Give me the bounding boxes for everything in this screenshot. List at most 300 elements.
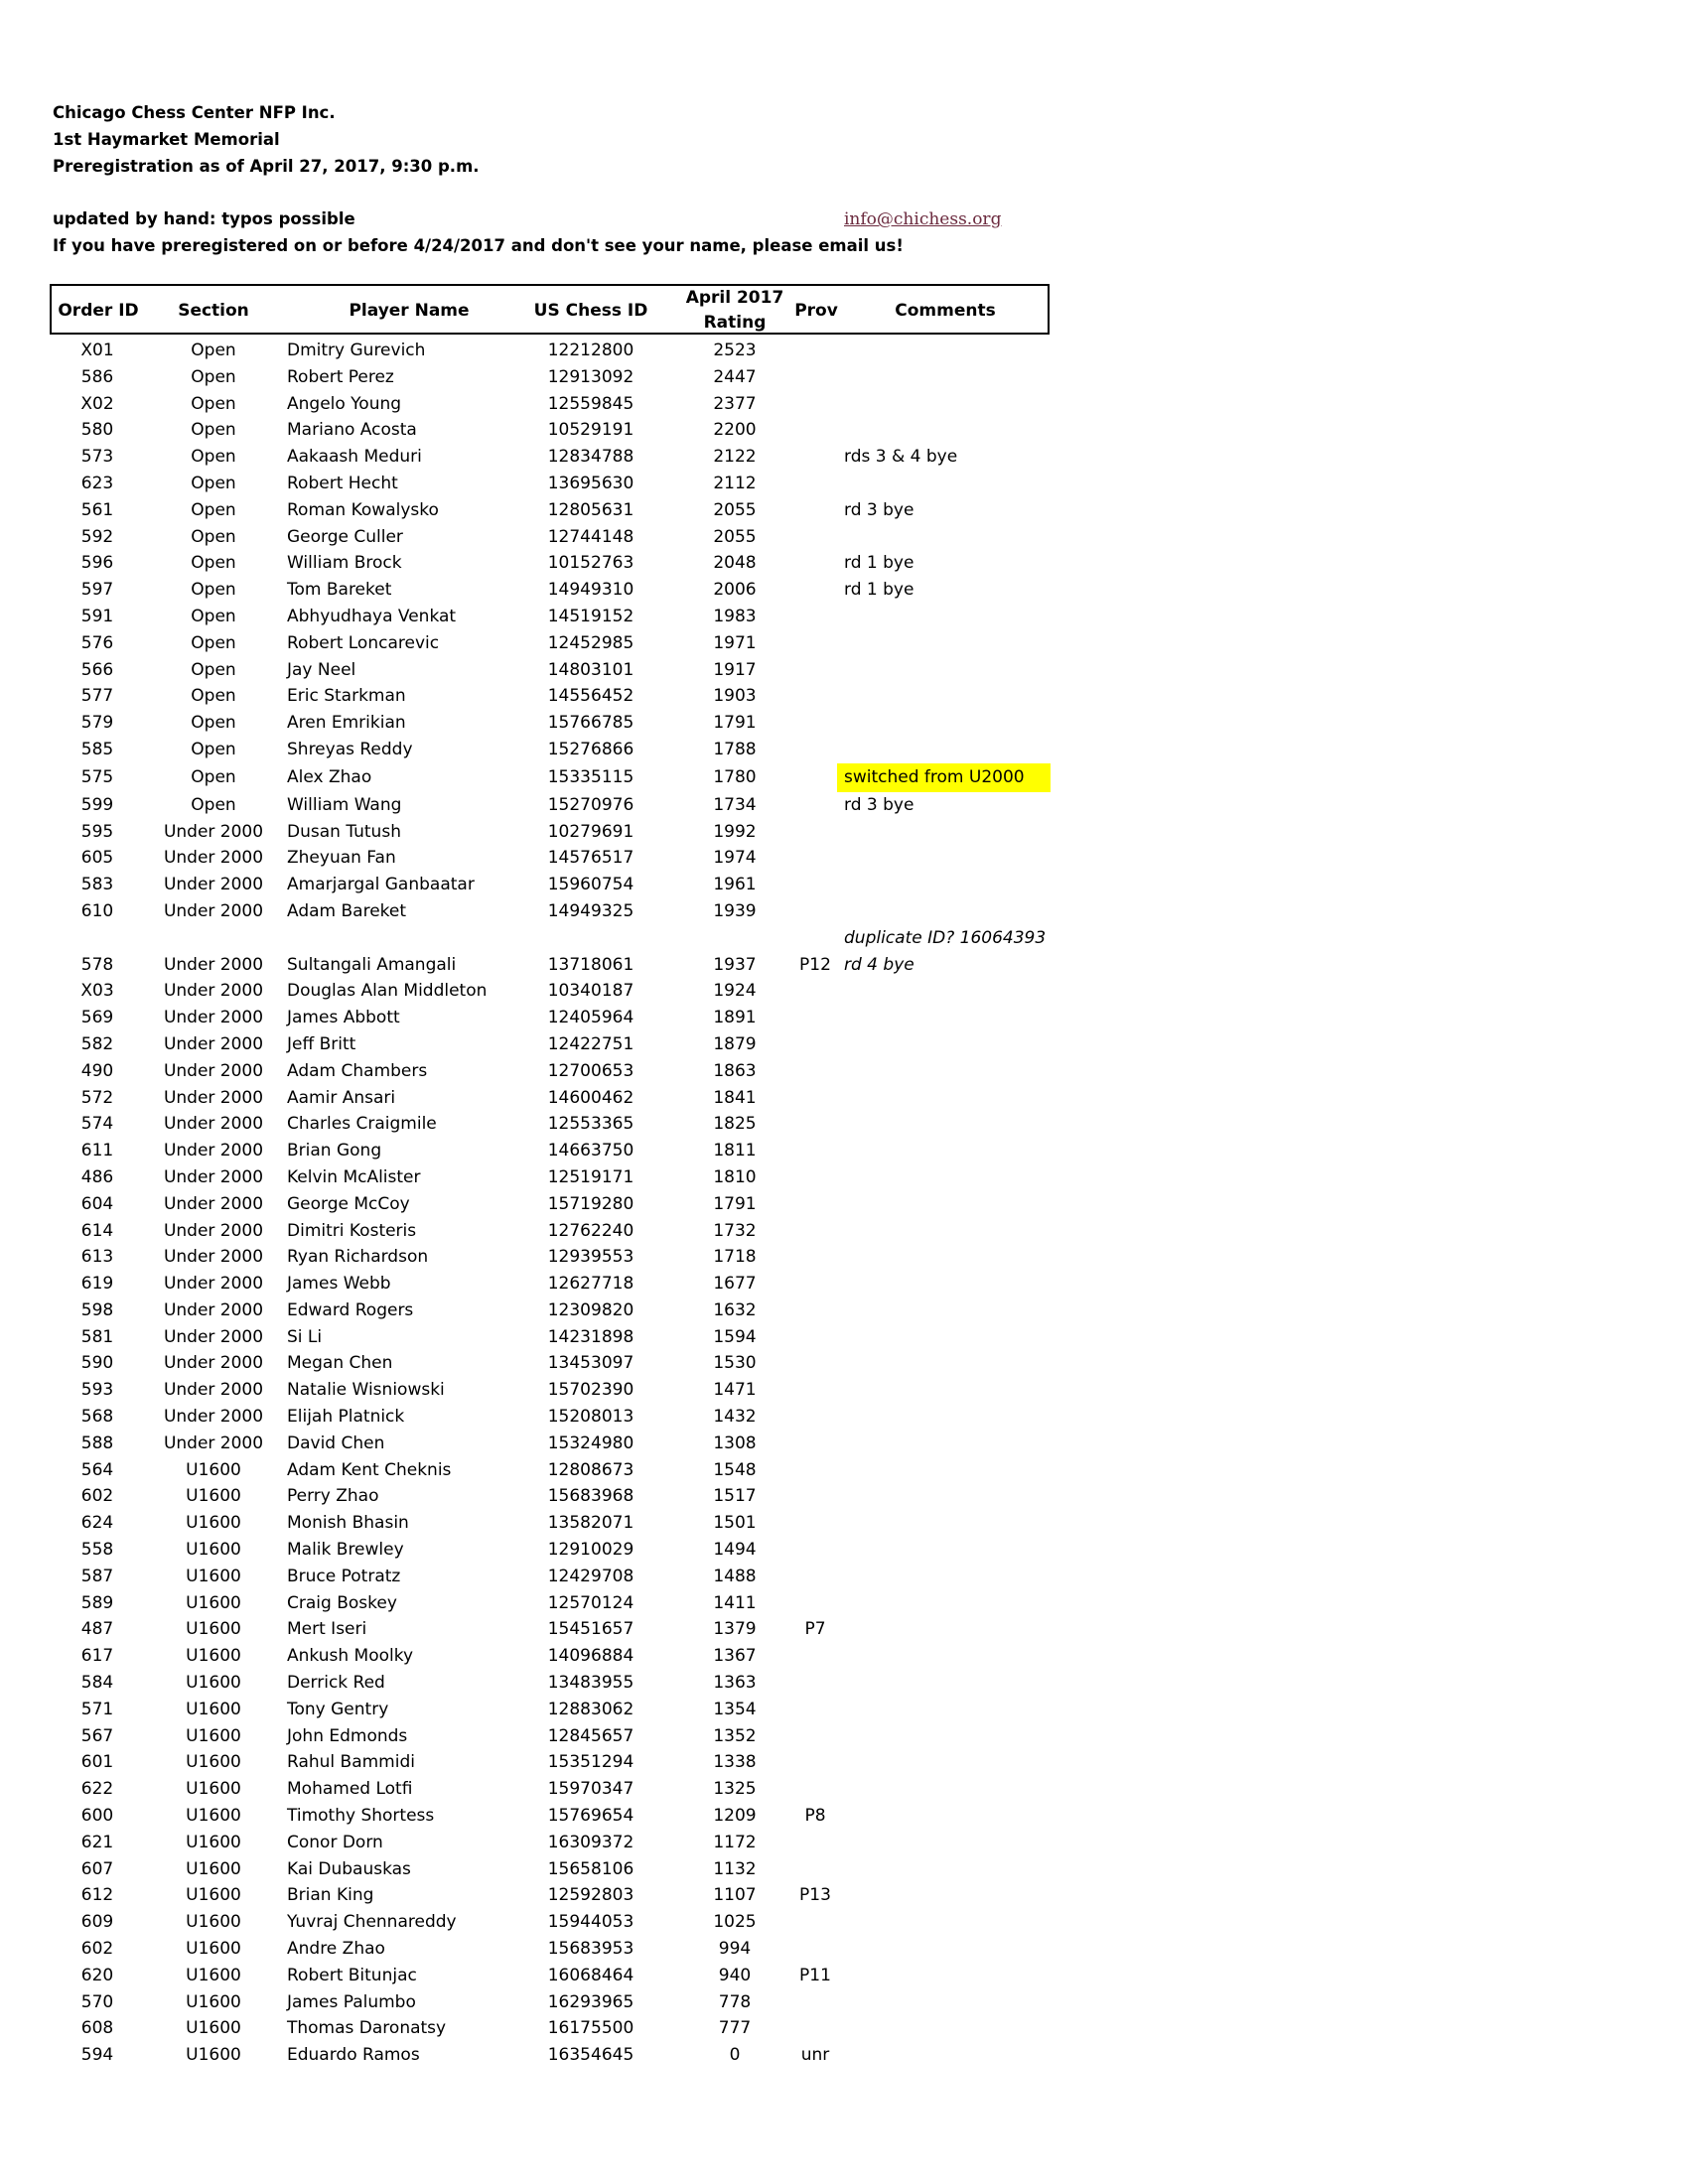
- cell-rating: 0: [729, 2045, 741, 2066]
- cell-section: U1600: [186, 1592, 241, 1613]
- cell-order-id: 566: [80, 659, 114, 680]
- cell-rating: 778: [718, 1991, 752, 2012]
- cell-order-id: X03: [80, 981, 114, 1002]
- cell-rating: 1308: [713, 1433, 757, 1453]
- cell-section: Under 2000: [163, 1326, 264, 1347]
- cell-uschess-id: 16309372: [547, 1832, 634, 1852]
- cell-rating: 1594: [713, 1326, 757, 1347]
- cell-rating: 1172: [713, 1832, 757, 1852]
- cell-section: Under 2000: [163, 900, 264, 921]
- cell-player-name: William Wang: [287, 794, 402, 815]
- cell-uschess-id: 15702390: [547, 1380, 634, 1401]
- cell-rating: 1367: [713, 1646, 757, 1667]
- table-row: [0, 524, 1688, 551]
- cell-section: Open: [191, 739, 236, 759]
- cell-order-id: 569: [80, 1008, 114, 1028]
- cell-section: U1600: [186, 1885, 241, 1906]
- table-row: [0, 737, 1688, 763]
- cell-section: Open: [191, 713, 236, 734]
- cell-order-id: 567: [80, 1725, 114, 1746]
- cell-prov: P8: [804, 1806, 826, 1827]
- table-row: [0, 2015, 1688, 2042]
- table-row: [0, 2042, 1688, 2069]
- cell-player-name: Alex Zhao: [287, 766, 372, 787]
- cell-player-name: Roman Kowalysko: [287, 499, 439, 520]
- cell-section: Under 2000: [163, 1380, 264, 1401]
- cell-player-name: Sultangali Amangali: [287, 954, 457, 975]
- cell-player-name: Timothy Shortess: [287, 1806, 435, 1827]
- cell-uschess-id: 12808673: [547, 1459, 634, 1480]
- cell-player-name: Ryan Richardson: [287, 1247, 429, 1268]
- table-row: [0, 1963, 1688, 1989]
- cell-section: Under 2000: [163, 1193, 264, 1214]
- cell-player-name: David Chen: [287, 1433, 385, 1453]
- table-header: [50, 284, 1050, 335]
- cell-rating: 1338: [713, 1752, 757, 1773]
- cell-player-name: Tom Bareket: [287, 580, 392, 601]
- cell-uschess-id: 15683968: [547, 1486, 634, 1507]
- cell-uschess-id: 12627718: [547, 1274, 634, 1295]
- cell-order-id: 582: [80, 1033, 114, 1054]
- cell-section: Open: [191, 606, 236, 626]
- cell-player-name: Robert Hecht: [287, 473, 398, 493]
- cell-uschess-id: 16068464: [547, 1965, 634, 1985]
- cell-order-id: 602: [80, 1486, 114, 1507]
- table-row: [0, 1616, 1688, 1643]
- cell-uschess-id: 15208013: [547, 1407, 634, 1428]
- cell-section: Under 2000: [163, 1274, 264, 1295]
- table-row: [0, 898, 1688, 925]
- cell-section: U1600: [186, 1912, 241, 1933]
- cell-rating: 1471: [713, 1380, 757, 1401]
- table-row: [0, 1191, 1688, 1218]
- table-row: [0, 1297, 1688, 1324]
- cell-rating: 1732: [713, 1220, 757, 1241]
- cell-player-name: John Edmonds: [287, 1725, 408, 1746]
- cell-player-name: George Culler: [287, 526, 403, 547]
- cell-section: Open: [191, 420, 236, 441]
- cell-rating: 2122: [713, 447, 757, 468]
- cell-uschess-id: 13582071: [547, 1513, 634, 1534]
- table-row: [0, 1749, 1688, 1776]
- cell-order-id: 570: [80, 1991, 114, 2012]
- cell-rating: 1992: [713, 821, 757, 842]
- table-row: [0, 1244, 1688, 1271]
- cell-order-id: 608: [80, 2018, 114, 2039]
- cell-rating: 1780: [713, 766, 757, 787]
- cell-section: Open: [191, 659, 236, 680]
- cell-player-name: William Brock: [287, 553, 402, 574]
- cell-rating: 1354: [713, 1699, 757, 1719]
- cell-player-name: Kelvin McAlister: [287, 1166, 421, 1187]
- cell-player-name: Thomas Daronatsy: [287, 2018, 447, 2039]
- cell-section: U1600: [186, 1459, 241, 1480]
- cell-order-id: 581: [80, 1326, 114, 1347]
- table-row: [0, 1936, 1688, 1963]
- cell-player-name: Kai Dubauskas: [287, 1858, 411, 1879]
- cell-prov: P11: [799, 1965, 831, 1985]
- cell-order-id: 610: [80, 900, 114, 921]
- cell-order-id: 607: [80, 1858, 114, 1879]
- cell-uschess-id: 14663750: [547, 1141, 634, 1161]
- cell-section: Under 2000: [163, 1407, 264, 1428]
- cell-order-id: 617: [80, 1646, 114, 1667]
- cell-player-name: James Abbott: [287, 1008, 400, 1028]
- table-row: [0, 1218, 1688, 1245]
- cell-uschess-id: 12939553: [547, 1247, 634, 1268]
- cell-player-name: Dimitri Kosteris: [287, 1220, 417, 1241]
- cell-player-name: James Palumbo: [287, 1991, 416, 2012]
- cell-uschess-id: 12592803: [547, 1885, 634, 1906]
- cell-rating: 940: [718, 1965, 752, 1985]
- table-row: [0, 1324, 1688, 1351]
- cell-uschess-id: 12422751: [547, 1033, 634, 1054]
- cell-player-name: Bruce Potratz: [287, 1566, 401, 1586]
- cell-player-name: Dusan Tutush: [287, 821, 401, 842]
- cell-uschess-id: 15451657: [547, 1619, 634, 1640]
- table-row: [0, 763, 1688, 792]
- cell-uschess-id: 12212800: [547, 341, 634, 360]
- table-row: [0, 1909, 1688, 1936]
- table-row: [0, 391, 1688, 418]
- cell-player-name: Robert Loncarevic: [287, 632, 440, 653]
- cell-rating: 1632: [713, 1299, 757, 1320]
- cell-uschess-id: 15970347: [547, 1779, 634, 1800]
- cell-section: Open: [191, 447, 236, 468]
- cell-rating: 1891: [713, 1008, 757, 1028]
- cell-uschess-id: 15270976: [547, 794, 634, 815]
- cell-order-id: 583: [80, 875, 114, 895]
- cell-uschess-id: 14949310: [547, 580, 634, 601]
- cell-rating: 1734: [713, 794, 757, 815]
- cell-rating: 2055: [713, 499, 757, 520]
- cell-player-name: Mohamed Lotfi: [287, 1779, 413, 1800]
- cell-uschess-id: 12910029: [547, 1540, 634, 1561]
- cell-uschess-id: 15351294: [547, 1752, 634, 1773]
- contact-email-link[interactable]: info@chichess.org: [844, 209, 1002, 229]
- cell-rating: 1363: [713, 1673, 757, 1694]
- table-row: [0, 1031, 1688, 1058]
- cell-section: Under 2000: [163, 821, 264, 842]
- cell-rating: 2523: [713, 341, 757, 360]
- cell-order-id: 595: [80, 821, 114, 842]
- table-row: [0, 1058, 1688, 1085]
- table-row: [0, 364, 1688, 391]
- table-row: [0, 1882, 1688, 1909]
- cell-section: Under 2000: [163, 1060, 264, 1081]
- cell-uschess-id: 12805631: [547, 499, 634, 520]
- cell-rating: 2377: [713, 393, 757, 414]
- cell-section: Under 2000: [163, 1220, 264, 1241]
- cell-section: Under 2000: [163, 1247, 264, 1268]
- cell-uschess-id: 14231898: [547, 1326, 634, 1347]
- cell-section: Open: [191, 632, 236, 653]
- cell-comment: switched from U2000: [837, 763, 1051, 792]
- cell-order-id: 609: [80, 1912, 114, 1933]
- cell-uschess-id: 12762240: [547, 1220, 634, 1241]
- cell-order-id: 578: [80, 954, 114, 975]
- table-row: [0, 1510, 1688, 1537]
- cell-rating: 1810: [713, 1166, 757, 1187]
- email-notice: If you have preregistered on or before 4/24/2017 and don't see your name, please email us!: [53, 236, 904, 255]
- cell-rating: 994: [718, 1939, 752, 1960]
- table-row: [0, 1989, 1688, 2016]
- cell-uschess-id: 12309820: [547, 1299, 634, 1320]
- cell-uschess-id: 12570124: [547, 1592, 634, 1613]
- table-row: [0, 1803, 1688, 1830]
- cell-order-id: 622: [80, 1779, 114, 1800]
- cell-player-name: Adam Kent Cheknis: [287, 1459, 452, 1480]
- cell-player-name: Angelo Young: [287, 393, 402, 414]
- cell-uschess-id: 14556452: [547, 686, 634, 707]
- cell-rating: 1811: [713, 1141, 757, 1161]
- cell-section: U1600: [186, 1779, 241, 1800]
- cell-order-id: 623: [80, 473, 114, 493]
- cell-player-name: Rahul Bammidi: [287, 1752, 415, 1773]
- cell-rating: 1825: [713, 1114, 757, 1135]
- cell-order-id: 572: [80, 1087, 114, 1108]
- cell-uschess-id: 16175500: [547, 2018, 634, 2039]
- cell-uschess-id: 12744148: [547, 526, 634, 547]
- cell-rating: 1025: [713, 1912, 757, 1933]
- cell-rating: 1517: [713, 1486, 757, 1507]
- cell-uschess-id: 16293965: [547, 1991, 634, 2012]
- cell-uschess-id: 10152763: [547, 553, 634, 574]
- cell-section: U1600: [186, 1832, 241, 1852]
- cell-uschess-id: 12452985: [547, 632, 634, 653]
- table-row: [0, 630, 1688, 657]
- cell-player-name: Abhyudhaya Venkat: [287, 606, 457, 626]
- cell-player-name: Amarjargal Ganbaatar: [287, 875, 475, 895]
- cell-rating: 1924: [713, 981, 757, 1002]
- col-prov: Prov: [794, 301, 838, 321]
- cell-prov: P12: [799, 954, 831, 975]
- table-row: [0, 1564, 1688, 1590]
- cell-section: U1600: [186, 1991, 241, 2012]
- cell-section: Under 2000: [163, 1114, 264, 1135]
- cell-player-name: Aren Emrikian: [287, 713, 406, 734]
- table-row: [0, 1350, 1688, 1377]
- cell-order-id: 590: [80, 1353, 114, 1374]
- cell-section: Under 2000: [163, 848, 264, 869]
- cell-rating: 1791: [713, 1193, 757, 1214]
- cell-player-name: Brian King: [287, 1885, 374, 1906]
- col-section: Section: [178, 301, 249, 321]
- cell-rating: 1983: [713, 606, 757, 626]
- table-row: [0, 978, 1688, 1005]
- cell-uschess-id: 12559845: [547, 393, 634, 414]
- cell-uschess-id: 15944053: [547, 1912, 634, 1933]
- registration-status: Preregistration as of April 27, 2017, 9:30 p.m.: [53, 157, 480, 176]
- cell-player-name: Eduardo Ramos: [287, 2045, 420, 2066]
- cell-uschess-id: 12883062: [547, 1699, 634, 1719]
- cell-uschess-id: 14600462: [547, 1087, 634, 1108]
- cell-order-id: 487: [80, 1619, 114, 1640]
- col-rating-line1: April 2017: [685, 288, 784, 308]
- cell-uschess-id: 12553365: [547, 1114, 634, 1135]
- table-row: [0, 1643, 1688, 1670]
- table-row: [0, 1404, 1688, 1431]
- cell-uschess-id: 13453097: [547, 1353, 634, 1374]
- cell-comment: rd 1 bye: [844, 580, 914, 601]
- cell-order-id: 558: [80, 1540, 114, 1561]
- table-row: [0, 1377, 1688, 1404]
- cell-rating: 1548: [713, 1459, 757, 1480]
- cell-order-id: X02: [80, 393, 114, 414]
- cell-section: U1600: [186, 1858, 241, 1879]
- table-row: [0, 1457, 1688, 1484]
- cell-rating: 2447: [713, 366, 757, 387]
- table-row: [0, 604, 1688, 630]
- cell-uschess-id: 13483955: [547, 1673, 634, 1694]
- cell-order-id: 584: [80, 1673, 114, 1694]
- cell-order-id: 580: [80, 420, 114, 441]
- table-row: [0, 1431, 1688, 1457]
- cell-rating: 2200: [713, 420, 757, 441]
- cell-uschess-id: 15683953: [547, 1939, 634, 1960]
- cell-player-name: Ankush Moolky: [287, 1646, 414, 1667]
- cell-rating: 1352: [713, 1725, 757, 1746]
- cell-order-id: 561: [80, 499, 114, 520]
- cell-section: U1600: [186, 1513, 241, 1534]
- cell-order-id: 593: [80, 1380, 114, 1401]
- org-name: Chicago Chess Center NFP Inc.: [53, 103, 336, 122]
- table-row: [0, 1856, 1688, 1883]
- cell-order-id: 613: [80, 1247, 114, 1268]
- col-comments: Comments: [895, 301, 996, 321]
- cell-section: U1600: [186, 1540, 241, 1561]
- cell-order-id: 576: [80, 632, 114, 653]
- cell-order-id: 575: [80, 766, 114, 787]
- cell-uschess-id: 12429708: [547, 1566, 634, 1586]
- cell-order-id: 574: [80, 1114, 114, 1135]
- cell-order-id: 600: [80, 1806, 114, 1827]
- cell-section: Under 2000: [163, 1353, 264, 1374]
- cell-rating: 1530: [713, 1353, 757, 1374]
- cell-uschess-id: 14096884: [547, 1646, 634, 1667]
- cell-uschess-id: 13695630: [547, 473, 634, 493]
- cell-rating: 1494: [713, 1540, 757, 1561]
- table-row: [0, 845, 1688, 872]
- cell-uschess-id: 14949325: [547, 900, 634, 921]
- cell-section: Under 2000: [163, 1166, 264, 1187]
- cell-rating: 1939: [713, 900, 757, 921]
- cell-prov: unr: [800, 2045, 830, 2066]
- cell-section: Under 2000: [163, 1008, 264, 1028]
- cell-section: Open: [191, 580, 236, 601]
- cell-order-id: 490: [80, 1060, 114, 1081]
- table-row: [0, 417, 1688, 444]
- cell-uschess-id: 15766785: [547, 713, 634, 734]
- cell-player-name: Perry Zhao: [287, 1486, 379, 1507]
- cell-player-name: Megan Chen: [287, 1353, 393, 1374]
- cell-comment: rd 3 bye: [844, 794, 914, 815]
- cell-player-name: James Webb: [287, 1274, 391, 1295]
- cell-section: Open: [191, 766, 236, 787]
- cell-section: Under 2000: [163, 875, 264, 895]
- cell-player-name: Brian Gong: [287, 1141, 382, 1161]
- cell-order-id: 598: [80, 1299, 114, 1320]
- cell-rating: 1325: [713, 1779, 757, 1800]
- cell-uschess-id: 15335115: [547, 766, 634, 787]
- cell-section: Open: [191, 794, 236, 815]
- table-row: [0, 1697, 1688, 1723]
- cell-section: U1600: [186, 1619, 241, 1640]
- cell-rating: 1903: [713, 686, 757, 707]
- cell-order-id: 604: [80, 1193, 114, 1214]
- table-row: [0, 497, 1688, 524]
- cell-rating: 1937: [713, 954, 757, 975]
- cell-order-id: 592: [80, 526, 114, 547]
- cell-order-id: 589: [80, 1592, 114, 1613]
- cell-rating: 1718: [713, 1247, 757, 1268]
- cell-order-id: 568: [80, 1407, 114, 1428]
- cell-player-name: Andre Zhao: [287, 1939, 385, 1960]
- col-uschess-id: US Chess ID: [533, 301, 648, 321]
- registration-table-body: [0, 338, 1688, 2069]
- cell-section: U1600: [186, 1486, 241, 1507]
- cell-rating: 1411: [713, 1592, 757, 1613]
- col-player-name: Player Name: [349, 301, 470, 321]
- cell-player-name: Natalie Wisniowski: [287, 1380, 445, 1401]
- cell-rating: 1791: [713, 713, 757, 734]
- cell-section: Open: [191, 499, 236, 520]
- cell-player-name: Yuvraj Chennareddy: [287, 1912, 457, 1933]
- cell-prov: P7: [804, 1619, 826, 1640]
- cell-uschess-id: 10279691: [547, 821, 634, 842]
- table-row: [0, 550, 1688, 577]
- cell-player-name: Craig Boskey: [287, 1592, 397, 1613]
- cell-player-name: Si Li: [287, 1326, 323, 1347]
- cell-section: Under 2000: [163, 1299, 264, 1320]
- table-row: [0, 1590, 1688, 1617]
- cell-player-name: Edward Rogers: [287, 1299, 414, 1320]
- table-row: [0, 577, 1688, 604]
- table-row: [0, 952, 1688, 979]
- cell-player-name: Derrick Red: [287, 1673, 385, 1694]
- cell-prov: P13: [799, 1885, 831, 1906]
- cell-section: Open: [191, 553, 236, 574]
- cell-uschess-id: 12913092: [547, 366, 634, 387]
- cell-rating: 1974: [713, 848, 757, 869]
- cell-order-id: 602: [80, 1939, 114, 1960]
- table-row: [0, 1164, 1688, 1191]
- cell-player-name: Robert Bitunjac: [287, 1965, 417, 1985]
- cell-order-id: 620: [80, 1965, 114, 1985]
- cell-uschess-id: 14519152: [547, 606, 634, 626]
- cell-order-id: 601: [80, 1752, 114, 1773]
- cell-uschess-id: 10529191: [547, 420, 634, 441]
- cell-section: U1600: [186, 1939, 241, 1960]
- cell-comment: rds 3 & 4 bye: [844, 447, 958, 468]
- cell-section: Open: [191, 393, 236, 414]
- cell-rating: 1501: [713, 1513, 757, 1534]
- cell-uschess-id: 15769654: [547, 1806, 634, 1827]
- table-row: [0, 444, 1688, 471]
- cell-uschess-id: 12845657: [547, 1725, 634, 1746]
- cell-order-id: 614: [80, 1220, 114, 1241]
- cell-order-id: 591: [80, 606, 114, 626]
- cell-order-id: 599: [80, 794, 114, 815]
- cell-player-name: Shreyas Reddy: [287, 739, 413, 759]
- cell-section: Open: [191, 473, 236, 493]
- cell-player-name: Douglas Alan Middleton: [287, 981, 488, 1002]
- cell-rating: 1107: [713, 1885, 757, 1906]
- cell-order-id: 577: [80, 686, 114, 707]
- cell-player-name: Mert Iseri: [287, 1619, 367, 1640]
- cell-player-name: Jay Neel: [287, 659, 356, 680]
- cell-section: Open: [191, 341, 236, 360]
